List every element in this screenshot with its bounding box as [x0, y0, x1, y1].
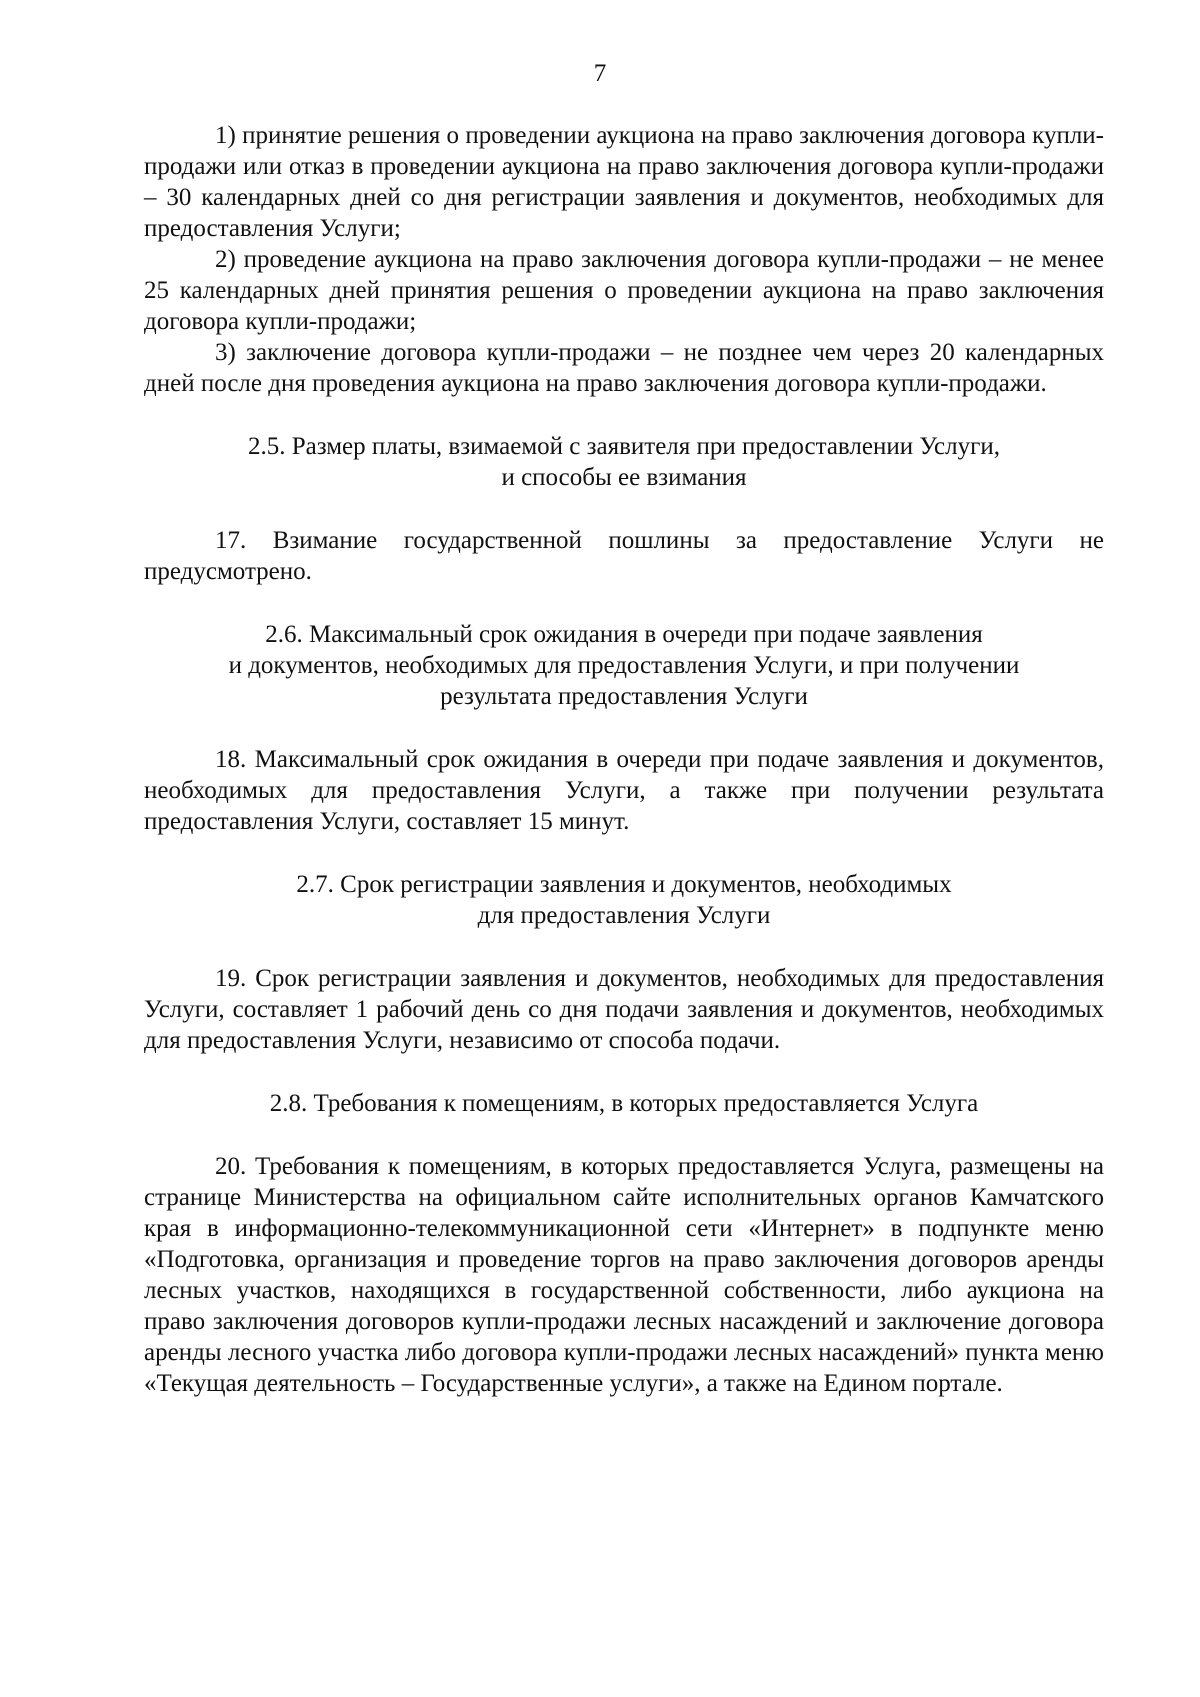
heading-line: результата предоставления Услуги [440, 683, 808, 710]
heading-line: для предоставления Услуги [477, 902, 771, 929]
paragraph-20: 20. Требования к помещениям, в которых предоставляется Услуга, размещены на странице Министерства на официальном сайте исполнительных органов Камчатского края в информационно-телекоммуникационной сети «Интернет» в подпункте меню «Подготовка, организация и проведение торгов на право заключения договоров аренды лесных участков, находящихся в государственной собственности, либо аукциона на право заключения договоров купли-продажи лесных насаждений и заключение договора аренды лесного участка либо договора купли-продажи лесных насаждений» пункта меню «Текущая деятельность – Государственные услуги», а также на Едином портале. [144, 1153, 1104, 1397]
paragraph-18: 18. Максимальный срок ожидания в очереди при подаче заявления и документов, необходимых для предоставления Услуги, а также при получении результата предоставления Услуги, составляет 15 минут. [144, 746, 1104, 835]
heading-line: и документов, необходимых для предоставления Услуги, и при получении [228, 652, 1020, 679]
section-heading-2-6 [144, 619, 1104, 712]
heading-line: 2.6. Максимальный срок ожидания в очереди при подаче заявления [265, 621, 983, 648]
paragraph-19: 19. Срок регистрации заявления и документов, необходимых для предоставления Услуги, составляет 1 рабочий день со дня подачи заявления и документов, необходимых для предоставления Услуги, независимо от способа подачи. [144, 965, 1104, 1054]
heading-line: 2.8. Требования к помещениям, в которых предоставляется Услуга [269, 1090, 979, 1117]
section-heading-2-7 [144, 869, 1104, 931]
heading-line: 2.5. Размер платы, взимаемой с заявителя при предоставлении Услуги, [247, 433, 1001, 460]
page-number: 7 [593, 60, 607, 87]
section-heading-2-8 [144, 1088, 1104, 1119]
paragraph-item-3: 3) заключение договора купли-продажи – не позднее чем через 20 календарных дней после дня проведения аукциона на право заключения договора купли-продажи. [144, 339, 1104, 397]
heading-line: 2.7. Срок регистрации заявления и документов, необходимых [296, 871, 952, 898]
paragraph-item-2: 2) проведение аукциона на право заключения договора купли-продажи – не менее 25 календарных дней принятия решения о проведении аукциона на право заключения договора купли-продажи; [144, 246, 1104, 335]
document-body [144, 120, 1104, 1399]
paragraph-item-1: 1) принятие решения о проведении аукциона на право заключения договора купли-продажи или отказ в проведении аукциона на право заключения договора купли-продажи – 30 календарных дней со дня регистрации заявления и документов, необходимых для предоставления Услуги; [144, 122, 1104, 242]
heading-line: и способы ее взимания [501, 464, 747, 491]
paragraph-17: 17. Взимание государственной пошлины за предоставление Услуги не предусмотрено. [144, 527, 1104, 585]
section-heading-2-5 [144, 431, 1104, 493]
